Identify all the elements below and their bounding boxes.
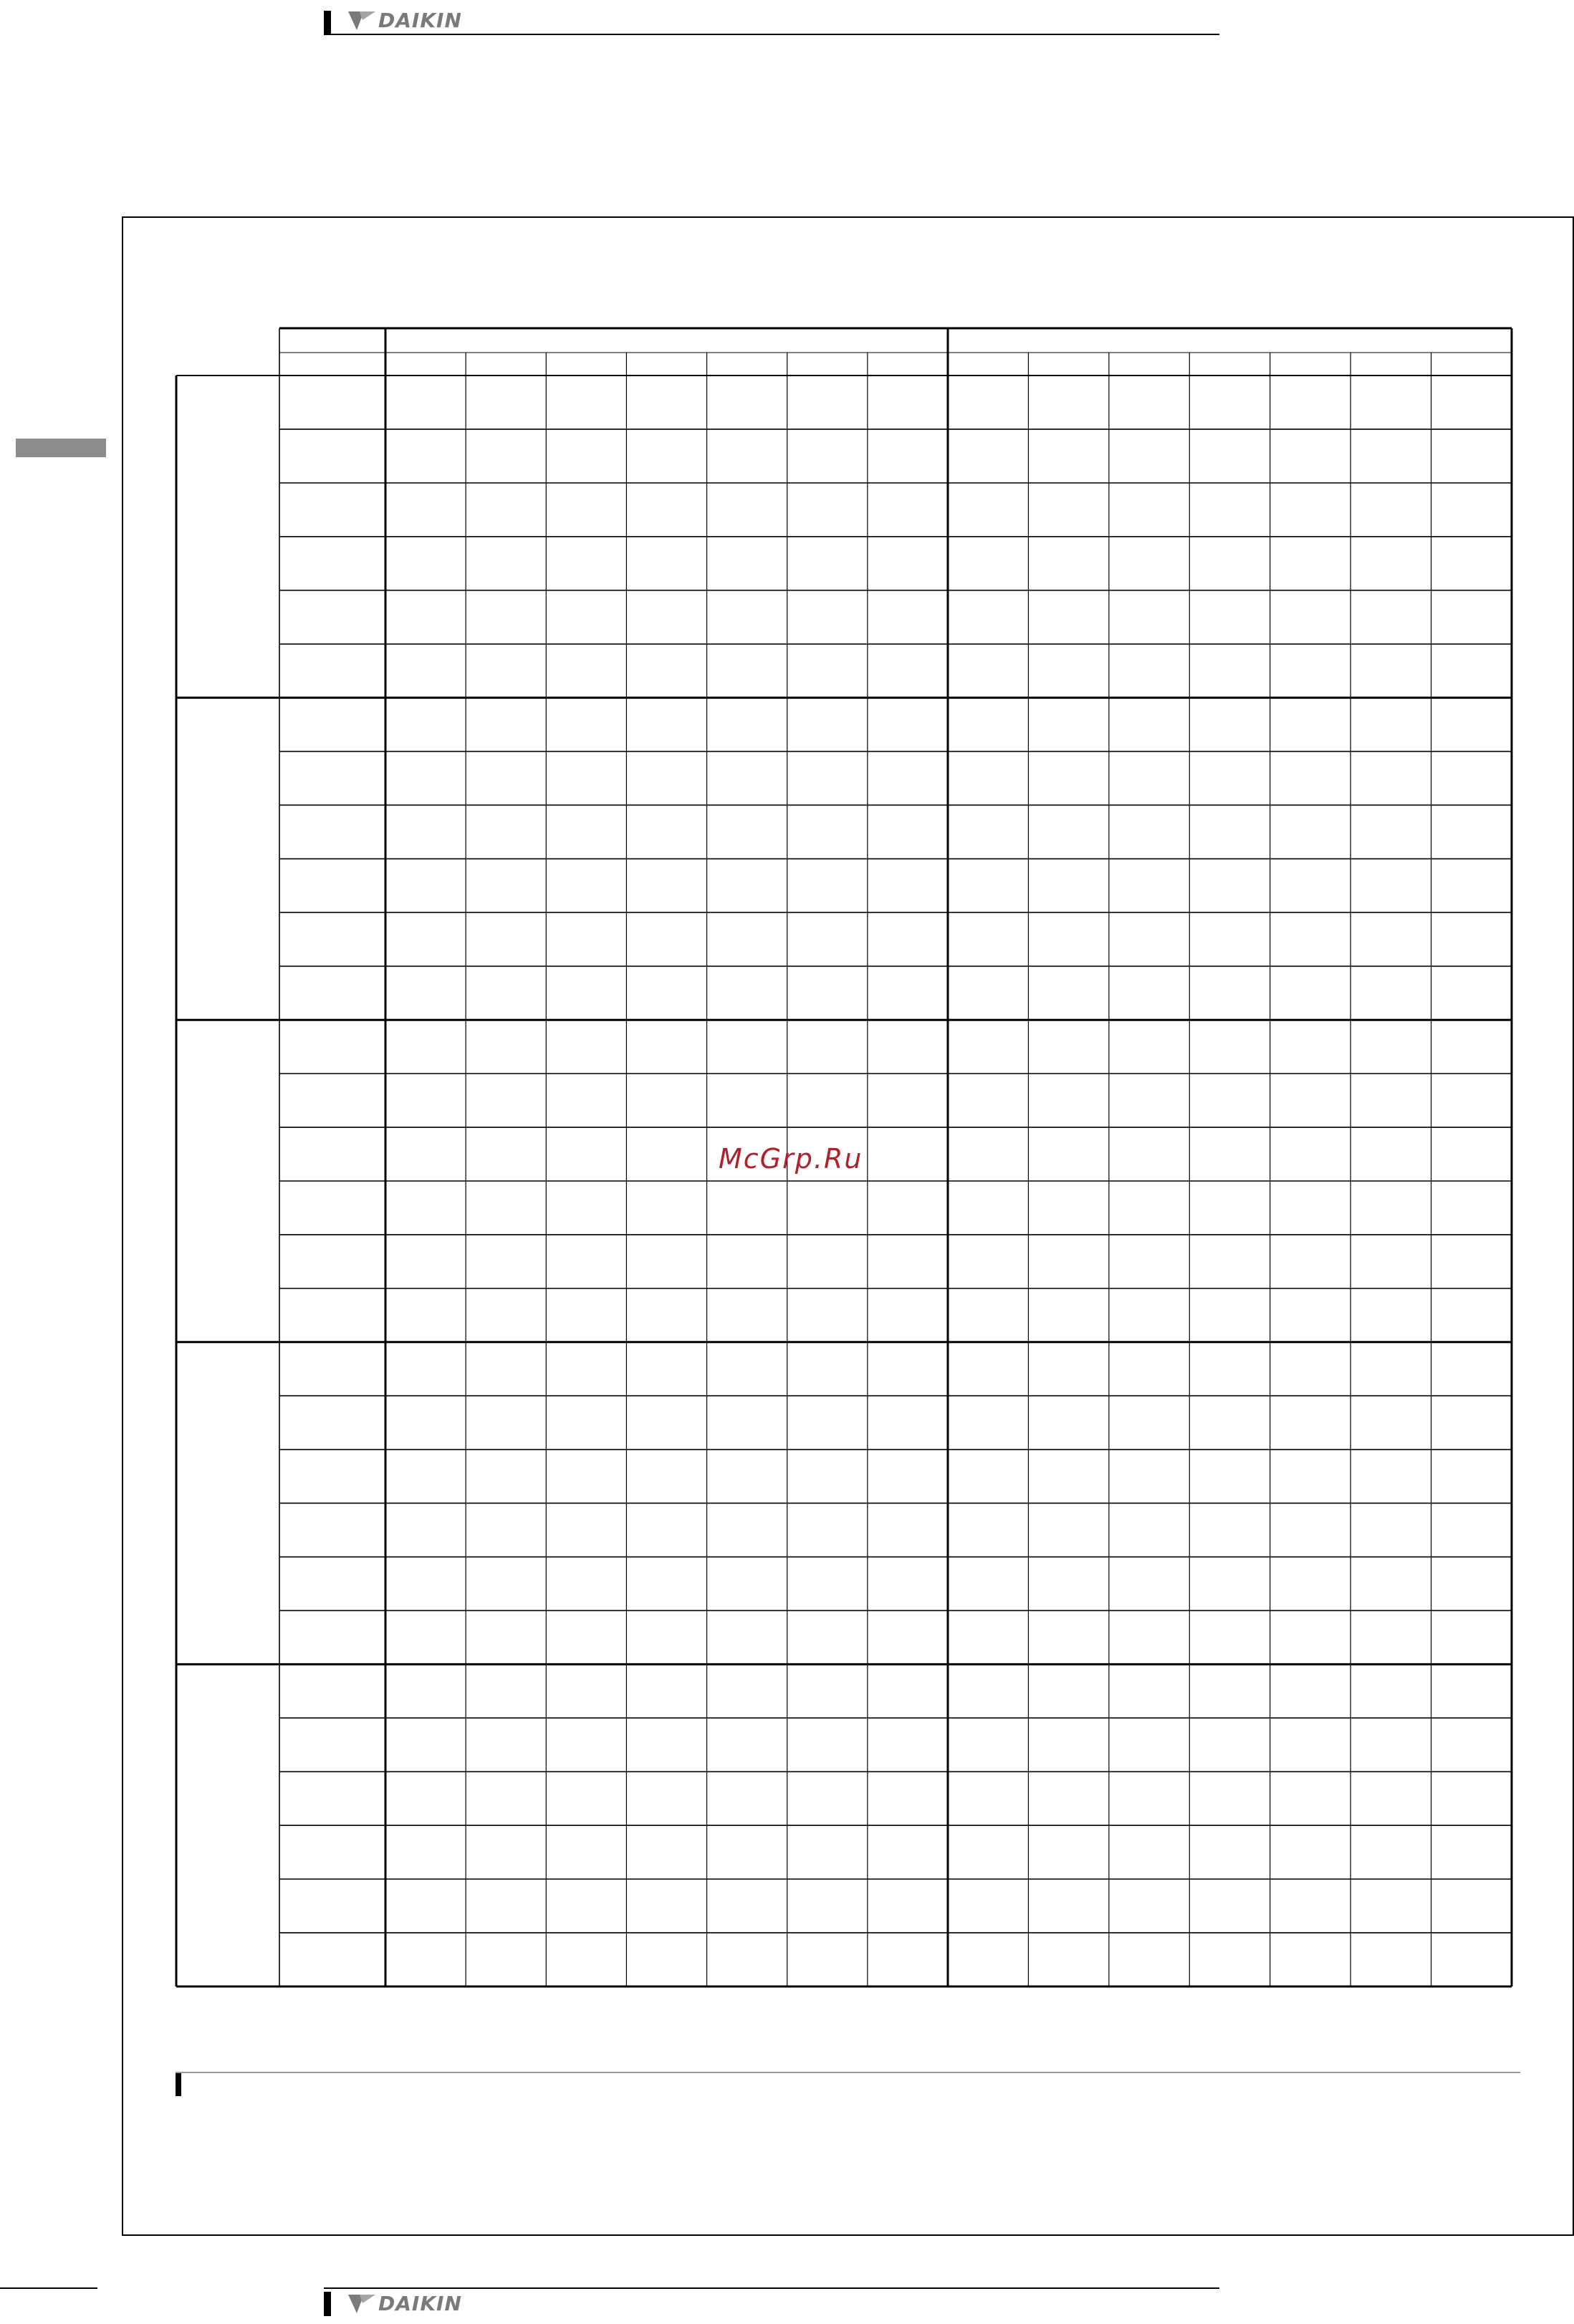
note-rule: [176, 2072, 1520, 2073]
footer-rule: [324, 2287, 1219, 2289]
note-bar-mark: [176, 2073, 181, 2096]
daikin-logo-icon: [348, 2293, 375, 2315]
header-brand: DAIKIN: [378, 9, 462, 32]
footer-left-rule: [0, 2287, 97, 2289]
watermark-text: McGrp.Ru: [719, 1143, 863, 1175]
footer-bar-mark: [324, 2292, 331, 2316]
footer-logo: [348, 2292, 462, 2315]
footer-brand: DAIKIN: [378, 2292, 462, 2315]
